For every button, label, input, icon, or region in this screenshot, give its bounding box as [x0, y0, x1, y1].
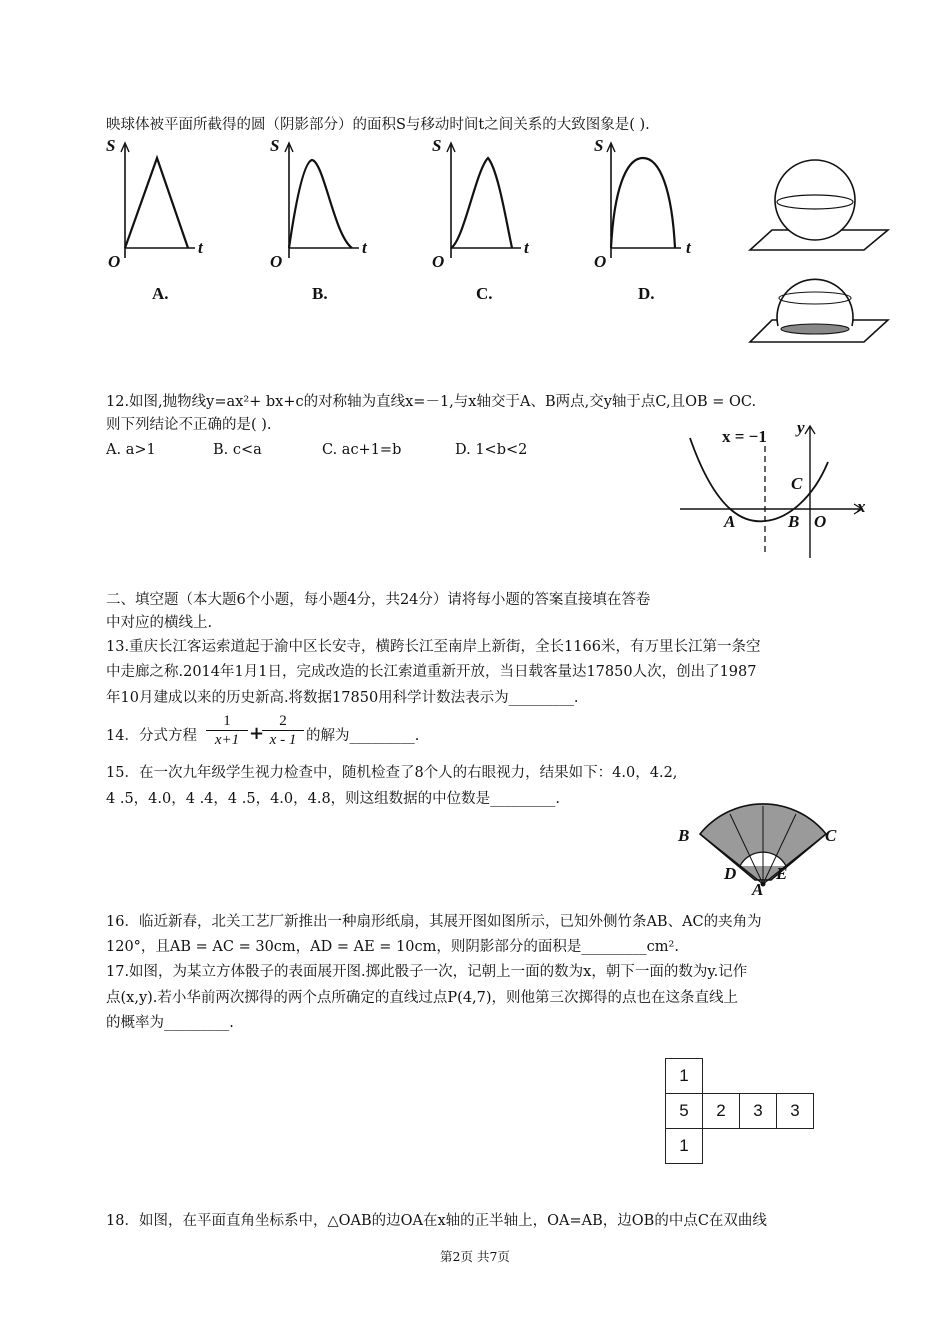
- graph-b-s-label: S: [270, 136, 280, 155]
- graph-a-t-label: t: [198, 238, 203, 257]
- q14-den2: x - 1: [269, 732, 297, 748]
- die-face-bottom: 1: [666, 1129, 703, 1164]
- option-c-label: C.: [476, 284, 493, 303]
- section2-heading-line1: 二、填空题（本大题6个小题，每小题4分，共24分）请将每小题的答案直接填在答卷: [106, 592, 651, 608]
- q14-den1: x+1: [214, 732, 240, 748]
- q14-suffix: 的解为_________.: [306, 728, 420, 744]
- fan-point-e: E: [776, 864, 788, 883]
- graph-d-origin: O: [594, 252, 607, 271]
- graph-d: [596, 140, 696, 260]
- q12-choice-a: A. a>1: [106, 442, 156, 458]
- fig12-origin: O: [814, 512, 827, 531]
- q14-fraction-1: [206, 712, 248, 749]
- graph-a-s-label: S: [106, 136, 116, 155]
- sphere-plane-figure-bottom: [750, 266, 890, 356]
- graph-d-s-label: S: [594, 136, 604, 155]
- option-b-label: B.: [312, 284, 328, 303]
- q12-choice-d: D. 1<b<2: [455, 442, 528, 458]
- q12-choice-c: C. ac+1=b: [322, 442, 402, 458]
- die-face-2: 2: [703, 1094, 740, 1129]
- fan-figure: [684, 806, 844, 886]
- fig12-point-a: A: [724, 512, 736, 531]
- die-face-3: 3: [740, 1094, 777, 1129]
- graph-d-t-label: t: [686, 238, 691, 257]
- graph-a: [110, 140, 190, 260]
- graph-c-s-label: S: [432, 136, 442, 155]
- parabola-figure: [678, 418, 878, 568]
- fan-point-c: C: [825, 826, 837, 845]
- die-net: [665, 1058, 814, 1164]
- axis-of-symmetry-label: x = −1: [722, 427, 767, 446]
- die-face-4: 3: [777, 1094, 814, 1129]
- q16-line2: 120°，且AB = AC = 30cm，AD = AE = 10cm，则阴影部分的面积是_________cm².: [106, 939, 679, 955]
- q14-fraction-2: [262, 712, 304, 749]
- q13-line2: 中走廊之称.2014年1月1日，完成改造的长江索道重新开放，当日载客量达17850人次，创出了1987: [106, 664, 757, 680]
- page-footer: 第2页 共7页: [440, 1249, 510, 1264]
- q14-plus: +: [249, 723, 265, 744]
- q12-stem-line1: 12.如图,抛物线y=ax²+ bx+c的对称轴为直线x=－1,与x轴交于A、B两点,交y轴于点C,且OB = OC.: [106, 394, 757, 410]
- q17-line1: 17.如图，为某立方体骰子的表面展开图.掷此骰子一次，记朝上一面的数为x，朝下一面的数为y.记作: [106, 964, 748, 980]
- graph-c: [436, 140, 536, 260]
- q12-choice-b: B. c<a: [213, 442, 262, 458]
- fan-point-b: B: [678, 826, 690, 845]
- sphere-plane-figure-top: [750, 158, 890, 258]
- graph-c-t-label: t: [524, 238, 529, 257]
- q17-line3: 的概率为_________.: [106, 1015, 234, 1031]
- fig12-y-label: y: [797, 418, 805, 437]
- q13-line3: 年10月建成以来的历史新高.将数据17850用科学计数法表示为_________.: [106, 690, 579, 706]
- graph-a-origin: O: [108, 252, 121, 271]
- q12-stem-line2: 则下列结论不正确的是( ).: [106, 417, 272, 433]
- fig12-point-b: B: [788, 512, 800, 531]
- section2-heading-line2: 中对应的横线上.: [106, 615, 213, 631]
- q13-line1: 13.重庆长江客运索道起于渝中区长安寺，横跨长江至南岸上新街，全长1166米，有万里长江第一条空: [106, 639, 761, 655]
- q14-num2: 2: [262, 712, 304, 731]
- q14-num1: 1: [206, 712, 248, 731]
- die-face-top: 1: [666, 1059, 703, 1094]
- q15-line1: 15．在一次九年级学生视力检查中，随机检查了8个人的右眼视力，结果如下：4.0，4.2,: [106, 765, 678, 781]
- fan-point-a: A: [752, 880, 764, 899]
- q16-line1: 16．临近新春，北关工艺厂新推出一种扇形纸扇，其展开图如图所示，已知外侧竹条AB、AC的夹角为: [106, 914, 762, 930]
- fig12-x-label: x: [857, 497, 866, 516]
- graph-c-origin: O: [432, 252, 445, 271]
- q18-line1: 18．如图，在平面直角坐标系中，△OAB的边OA在x轴的正半轴上，OA=AB，边OB的中点C在双曲线: [106, 1213, 767, 1229]
- fan-point-d: D: [724, 864, 737, 883]
- graph-b-origin: O: [270, 252, 283, 271]
- die-face-1: 5: [666, 1094, 703, 1129]
- graph-b-t-label: t: [362, 238, 367, 257]
- option-d-label: D.: [638, 284, 655, 303]
- option-a-label: A.: [152, 284, 169, 303]
- graph-b: [274, 140, 374, 260]
- q14-prefix: 14．分式方程: [106, 728, 197, 744]
- fig12-point-c: C: [791, 474, 803, 493]
- q11-stem: 映球体被平面所截得的圆（阴影部分）的面积S与移动时间t之间关系的大致图象是( ).: [106, 117, 650, 133]
- q17-line2: 点(x,y).若小华前两次掷得的两个点所确定的直线过点P(4,7)，则他第三次掷得的点也在这条直线上: [106, 990, 739, 1006]
- q15-line2: 4 .5，4.0，4 .4，4 .5，4.0，4.8，则这组数据的中位数是_________.: [106, 791, 561, 807]
